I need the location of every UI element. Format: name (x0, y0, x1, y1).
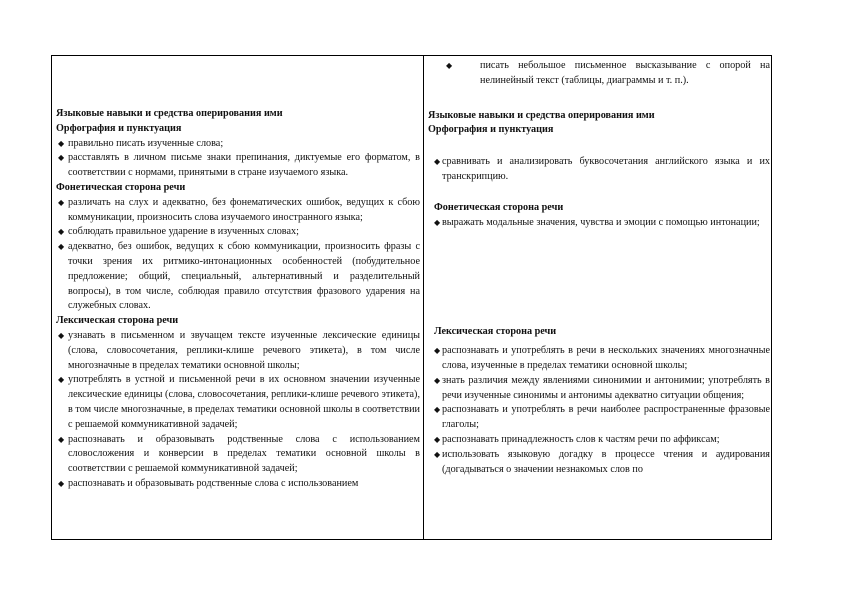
list-item: ◆ расставлять в личном письме знаки препинания, диктуемые его форматом, в соответствии с нормами, принятыми в стране изучаемого языка. (58, 152, 420, 179)
bullet-icon: ◆ (434, 434, 441, 444)
list-item: ◆ соблюдать правильное ударение в изученных словах; (56, 225, 420, 240)
list-item: ◆ распознавать и употреблять в речи в нескольких значениях многозначные слова, изученные в пределах тематики основной школы; (434, 345, 770, 371)
bullet-icon: ◆ (434, 375, 441, 385)
bullet-icon: ◆ (58, 153, 65, 163)
right-column (428, 59, 770, 477)
list-item: ◆ писать небольшое письменное высказывание с опорой на нелинейный текст (таблицы, диаграммы и т. п.). (446, 60, 770, 86)
bullet-icon: ◆ (446, 61, 453, 70)
list-item: ◆ различать на слух и адекватно, без фонематических ошибок, ведущих к сбою коммуникации, произносить слова изучаемого иностранного языка; (58, 196, 420, 223)
list-item: ◆ правильно писать изученные слова; (56, 137, 420, 152)
left-heading-lexis: Лексическая сторона речи (56, 315, 179, 327)
list-item: ◆ узнавать в письменном и звучащем тексте изученные лексические единицы (слова, словосочетания, реплики-клише речевого этикета), в том числе многозначные в пределах тематики основной школы; (58, 329, 420, 371)
bullet-icon: ◆ (434, 346, 441, 356)
list-item: ◆ использовать языковую догадку в процессе чтения и аудирования (догадываться о значении незнакомых слов по (434, 448, 770, 475)
list-item: ◆ распознавать и образовывать родственные слова с использованием словосложения и конверсии в пределах тематики основной школы в соответствии с решаемой коммуникативной задачей; (58, 433, 420, 475)
right-heading-phonetics: Фонетическая сторона речи (434, 201, 564, 213)
bullet-icon: ◆ (58, 375, 65, 385)
bullet-icon: ◆ (434, 449, 441, 459)
left-heading-orthography: Орфография и пунктуация (56, 122, 182, 134)
list-item: ◆ распознавать и образовывать родственные слова с использованием (56, 477, 420, 492)
list-item: ◆ адекватно, без ошибок, ведущих к сбою коммуникации, произносить фразы с точки зрения их ритмико-интонационных особенностей (побудительное предложение; общий, специальный, альтернативный и разделительный вопросы), в том числе, соблюдая правило отсутствия фразового ударения на служебных словах. (58, 241, 420, 312)
bullet-icon: ◆ (58, 478, 65, 488)
list-item: ◆ выражать модальные значения, чувства и эмоции с помощью интонации; (428, 216, 770, 231)
left-column (56, 107, 420, 492)
bullet-icon: ◆ (58, 197, 65, 207)
bullet-icon: ◆ (434, 405, 441, 415)
list-item: ◆ распознавать принадлежность слов к частям речи по аффиксам; (428, 433, 770, 448)
curriculum-table (51, 55, 772, 540)
left-heading-skills: Языковые навыки и средства оперирования ими (56, 108, 283, 119)
bullet-icon: ◆ (58, 330, 65, 340)
bullet-icon: ◆ (58, 242, 65, 252)
list-item: ◆ сравнивать и анализировать буквосочетания английского языка и их транскрипцию. (434, 156, 770, 182)
right-heading-orthography: Орфография и пунктуация (428, 124, 554, 136)
right-heading-lexis: Лексическая сторона речи (434, 326, 557, 338)
bullet-icon: ◆ (434, 217, 441, 227)
left-heading-phonetics: Фонетическая сторона речи (56, 181, 186, 193)
bullet-icon: ◆ (58, 434, 65, 444)
bullet-icon: ◆ (58, 227, 65, 237)
list-item: ◆ употреблять в устной и письменной речи в их основном значении изученные лексические единицы (слова, словосочетания, реплики-клише речевого этикета), в том числе многозначные, в пределах тематики основной школы в соответствии с решаемой коммуникативной задачей; (58, 374, 420, 430)
list-item: ◆ распознавать и употреблять в речи наиболее распространенные фразовые глаголы; (434, 404, 770, 431)
list-item: ◆ знать различия между явлениями синонимии и антонимии; употреблять в речи изученные синонимы и антонимы адекватно ситуации общения; (434, 374, 770, 401)
bullet-icon: ◆ (58, 138, 65, 148)
bullet-icon: ◆ (434, 157, 441, 167)
right-heading-skills: Языковые навыки и средства оперирования ими (428, 109, 655, 121)
column-divider (423, 55, 424, 540)
